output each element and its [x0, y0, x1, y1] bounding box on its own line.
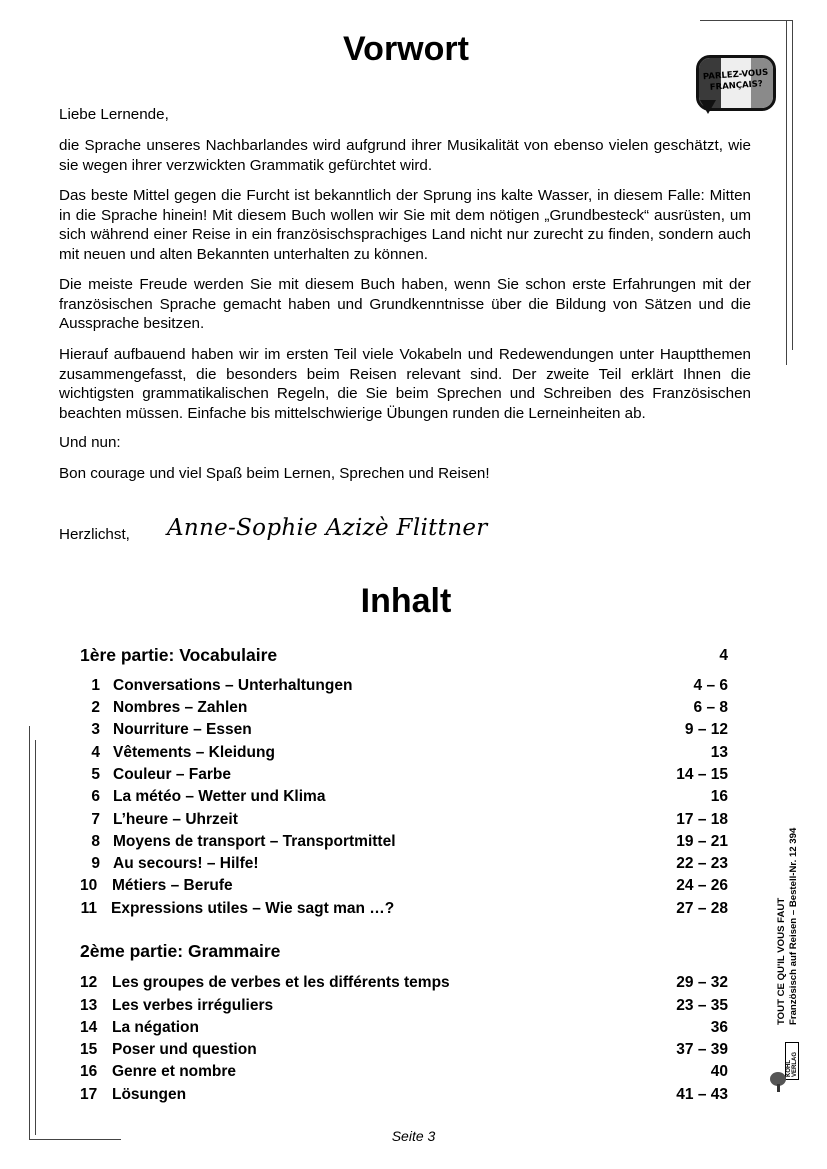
toc-num: 8 — [91, 833, 100, 850]
toc-row — [80, 699, 728, 721]
toc-pages: 4 – 6 — [693, 677, 728, 694]
toc-pages: 19 – 21 — [676, 833, 728, 850]
side-label-line-2: Französisch auf Reisen – Bestell-Nr. 12 394 — [788, 827, 799, 1025]
toc-row — [80, 677, 728, 699]
toc-label: La négation — [112, 1019, 199, 1036]
paragraph-5: Und nun: — [59, 434, 121, 451]
toc-num: 13 — [80, 997, 98, 1014]
toc-pages: 29 – 32 — [676, 974, 728, 991]
toc-row — [80, 974, 728, 996]
paragraph-1: die Sprache unseres Nachbarlandes wird aufgrund ihrer Musikalität von ebenso vielen geschätzt, wie sie wegen ihrer verzwickten Grammatik gefürchtet wird. — [59, 137, 751, 174]
toc-label: L’heure – Uhrzeit — [113, 811, 238, 828]
signature: Anne-Sophie Azizè Flittner — [167, 515, 488, 541]
toc-num: 9 — [91, 855, 100, 872]
page-title-inhalt: Inhalt — [360, 582, 452, 620]
toc-label: Moyens de transport – Transportmittel — [113, 833, 396, 850]
toc-row — [80, 1041, 728, 1063]
toc-num: 15 — [80, 1041, 98, 1058]
toc-row — [80, 788, 728, 810]
toc-pages: 13 — [710, 744, 728, 761]
toc-label: Genre et nombre — [112, 1063, 237, 1080]
toc-num: 10 — [80, 877, 98, 894]
toc-num: 3 — [91, 721, 100, 738]
toc-pages: 37 – 39 — [676, 1041, 728, 1058]
toc-row — [80, 1086, 728, 1108]
toc-num: 6 — [91, 788, 100, 805]
toc-num: 14 — [80, 1019, 98, 1036]
toc-label: Nourriture – Essen — [113, 721, 252, 738]
toc-row — [80, 811, 728, 833]
frame-line-right-outer — [786, 20, 787, 365]
toc-part-1-heading — [80, 645, 728, 666]
toc-row — [80, 1063, 728, 1085]
side-label-line-1: TOUT CE QU'IL VOUS FAUT — [776, 897, 787, 1025]
toc-row — [80, 855, 728, 877]
toc-label: Couleur – Farbe — [113, 766, 231, 783]
publisher-logo — [766, 1042, 806, 1094]
toc-num: 16 — [80, 1063, 98, 1080]
frame-line-left-outer — [29, 726, 30, 1140]
closing: Herzlichst, — [59, 526, 130, 543]
paragraph-3: Die meiste Freude werden Sie mit diesem Buch haben, wenn Sie schon erste Erfahrungen mit der französischen Sprache gemacht haben und Grundkenntnisse über die Bildung von Sätzen und die Aussprache besitzen. — [59, 276, 751, 332]
page-number: Seite 3 — [391, 1128, 436, 1144]
toc-pages: 17 – 18 — [676, 811, 728, 828]
toc-row — [80, 766, 728, 788]
toc-pages: 9 – 12 — [684, 721, 728, 738]
toc-pages: 6 – 8 — [693, 699, 728, 716]
toc-row — [80, 833, 728, 855]
toc-num: 17 — [80, 1086, 98, 1103]
toc-label: Vêtements – Kleidung — [113, 744, 275, 761]
toc-row — [80, 721, 728, 743]
toc-part-1-page: 4 — [719, 647, 728, 664]
toc-num: 1 — [91, 677, 100, 694]
paragraph-4: Hierauf aufbauend haben wir im ersten Teil viele Vokabeln und Redewendungen unter Hauptthemen zusammengefasst, die besonders beim Reisen relevant sind. Der zweite Teil erklärt Ihnen die wichtigsten grammatikalischen Regeln, die Sie beim Sprechen und Schreiben des Französischen beachten müssen. Einfache bis mittelschwierige Übungen runden die Lerneinheiten ab. — [59, 346, 751, 422]
toc-label: Poser und question — [112, 1041, 257, 1058]
toc-pages: 22 – 23 — [676, 855, 728, 872]
toc-pages: 27 – 28 — [676, 900, 728, 917]
paragraph-6: Bon courage und viel Spaß beim Lernen, Sprechen und Reisen! — [59, 465, 490, 482]
toc-pages: 36 — [710, 1019, 728, 1036]
toc-row — [80, 877, 728, 899]
toc-num: 4 — [91, 744, 100, 761]
toc-row — [80, 1019, 728, 1041]
toc-part-1-title: 1ère partie: Vocabulaire — [80, 645, 278, 665]
frame-line-right-inner — [792, 20, 793, 350]
toc-row — [80, 744, 728, 766]
greeting: Liebe Lernende, — [59, 106, 169, 123]
toc-label: Nombres – Zahlen — [113, 699, 248, 716]
publisher-brand: KOHL VERLAG — [786, 1051, 798, 1077]
toc-label: Au secours! – Hilfe! — [113, 855, 259, 872]
toc-num: 7 — [91, 811, 100, 828]
toc-pages: 23 – 35 — [676, 997, 728, 1014]
page-title-vorwort: Vorwort — [343, 30, 469, 68]
toc-pages: 24 – 26 — [676, 877, 728, 894]
toc-num: 12 — [80, 974, 98, 991]
badge-line-2: FRANÇAIS? — [709, 79, 764, 93]
toc-pages: 40 — [710, 1063, 728, 1080]
toc-num: 2 — [91, 699, 100, 716]
toc-label: Lösungen — [112, 1086, 187, 1103]
badge-line-1: PARLEZ-VOUS — [702, 67, 769, 83]
frame-line-top — [700, 20, 792, 21]
toc-pages: 16 — [710, 788, 728, 805]
side-label — [776, 790, 810, 1025]
toc-pages: 41 – 43 — [676, 1086, 728, 1103]
toc-num: 11 — [80, 900, 97, 917]
toc-pages: 14 – 15 — [676, 766, 728, 783]
toc-label: Conversations – Unterhaltungen — [113, 677, 353, 694]
toc-label: Expressions utiles – Wie sagt man …? — [111, 900, 395, 917]
toc-label: Les verbes irréguliers — [112, 997, 274, 1014]
toc-label: Les groupes de verbes et les différents temps — [112, 974, 450, 991]
paragraph-2: Das beste Mittel gegen die Furcht ist bekanntlich der Sprung ins kalte Wasser, in diesem Falle: Mitten in die Sprache hinein! Mit diesem Buch wollen wir Sie mit dem nötigen „Grundbesteck“ ausrüsten, um sich während einer Reise in ein französischsprachiges Land nicht nur zurecht zu finden, sondern auch mit neuen und alten Bekannten unterhalten zu können. — [59, 187, 751, 263]
toc-row — [80, 997, 728, 1019]
toc-part-2-title: 2ème partie: Grammaire — [80, 941, 281, 961]
toc-label: Métiers – Berufe — [112, 877, 233, 894]
toc-part-2-heading — [80, 941, 728, 962]
frame-line-left-inner — [35, 740, 36, 1135]
toc-label: La météo – Wetter und Klima — [113, 788, 326, 805]
toc-row — [80, 900, 728, 922]
toc-num: 5 — [91, 766, 100, 783]
